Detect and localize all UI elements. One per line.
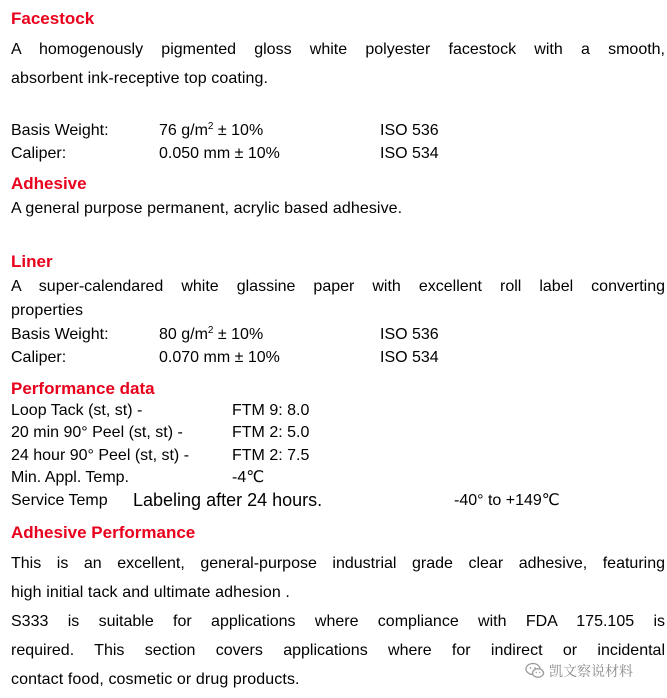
spec-standard: ISO 536	[380, 326, 439, 343]
performance-row	[0, 446, 667, 466]
perf-value: -40° to +149℃	[454, 492, 560, 509]
perf-value: FTM 9: 8.0	[232, 402, 310, 419]
facestock-desc-line2: absorbent ink-receptive top coating.	[11, 70, 269, 87]
spec-standard: ISO 534	[380, 145, 439, 162]
spec-label: Caliper:	[11, 349, 67, 366]
wechat-icon	[525, 662, 545, 680]
performance-row	[0, 468, 667, 488]
adhesive-heading: Adhesive	[11, 174, 87, 193]
performance-heading: Performance data	[11, 379, 155, 398]
adhesive-performance-p2-line1: S333 is suitable for applications where compliance with FDA 175.105 is	[11, 613, 665, 630]
spec-value: 0.050 mm ± 10%	[159, 145, 280, 162]
perf-label: Loop Tack (st, st) -	[11, 402, 143, 419]
perf-value: FTM 2: 5.0	[232, 424, 310, 441]
service-note: Labeling after 24 hours.	[133, 490, 323, 510]
perf-value: FTM 2: 7.5	[232, 447, 310, 464]
spec-label: Caliper:	[11, 145, 67, 162]
service-temp-row	[0, 491, 667, 511]
liner-caliper-row	[0, 348, 667, 368]
facestock-desc-line1: A homogenously pigmented gloss white polyester facestock with a smooth,	[11, 41, 665, 58]
spec-value: 80 $g/m^2 \pm 10\%$	[159, 325, 264, 343]
spec-value: 0.070 mm ± 10%	[159, 349, 280, 366]
spec-label: Basis Weight:	[11, 326, 109, 343]
facestock-heading: Facestock	[11, 9, 95, 28]
liner-desc-line1: A super-calendared white glassine paper with excellent roll label converting	[11, 278, 665, 295]
adhesive-performance-p1-line1: This is an excellent, general-purpose industrial grade clear adhesive, featuring	[11, 555, 665, 572]
spec-value: 76 $g/m^2 \pm 10\%$	[159, 121, 264, 139]
perf-label: Service Temp	[11, 492, 108, 509]
watermark-text: 凯文察说材料	[549, 663, 633, 679]
adhesive-performance-p2-line3: contact food, cosmetic or drug products.	[11, 671, 300, 688]
performance-row	[0, 401, 667, 421]
adhesive-performance-p1-line2: high initial tack and ultimate adhesion .	[11, 584, 290, 601]
spec-standard: ISO 534	[380, 349, 439, 366]
perf-label: Min. Appl. Temp.	[11, 469, 129, 486]
adhesive-performance-heading: Adhesive Performance	[11, 523, 196, 542]
facestock-caliper-row	[0, 144, 667, 164]
spec-label: Basis Weight:	[11, 122, 109, 139]
liner-basis-row	[0, 325, 667, 345]
perf-label: 24 hour 90° Peel (st, st) -	[11, 447, 190, 464]
liner-desc-line2: properties	[11, 302, 84, 319]
perf-label: 20 min 90° Peel (st, st) -	[11, 424, 183, 441]
perf-value: -4℃	[232, 469, 265, 486]
liner-heading: Liner	[11, 252, 53, 271]
performance-row	[0, 423, 667, 443]
adhesive-performance-p2-line2: required. This section covers applications where for indirect or incidental	[11, 642, 665, 659]
watermark	[525, 660, 633, 682]
spec-standard: ISO 536	[380, 122, 439, 139]
facestock-basis-row	[0, 121, 667, 141]
adhesive-desc: A general purpose permanent, acrylic based adhesive.	[11, 200, 403, 217]
